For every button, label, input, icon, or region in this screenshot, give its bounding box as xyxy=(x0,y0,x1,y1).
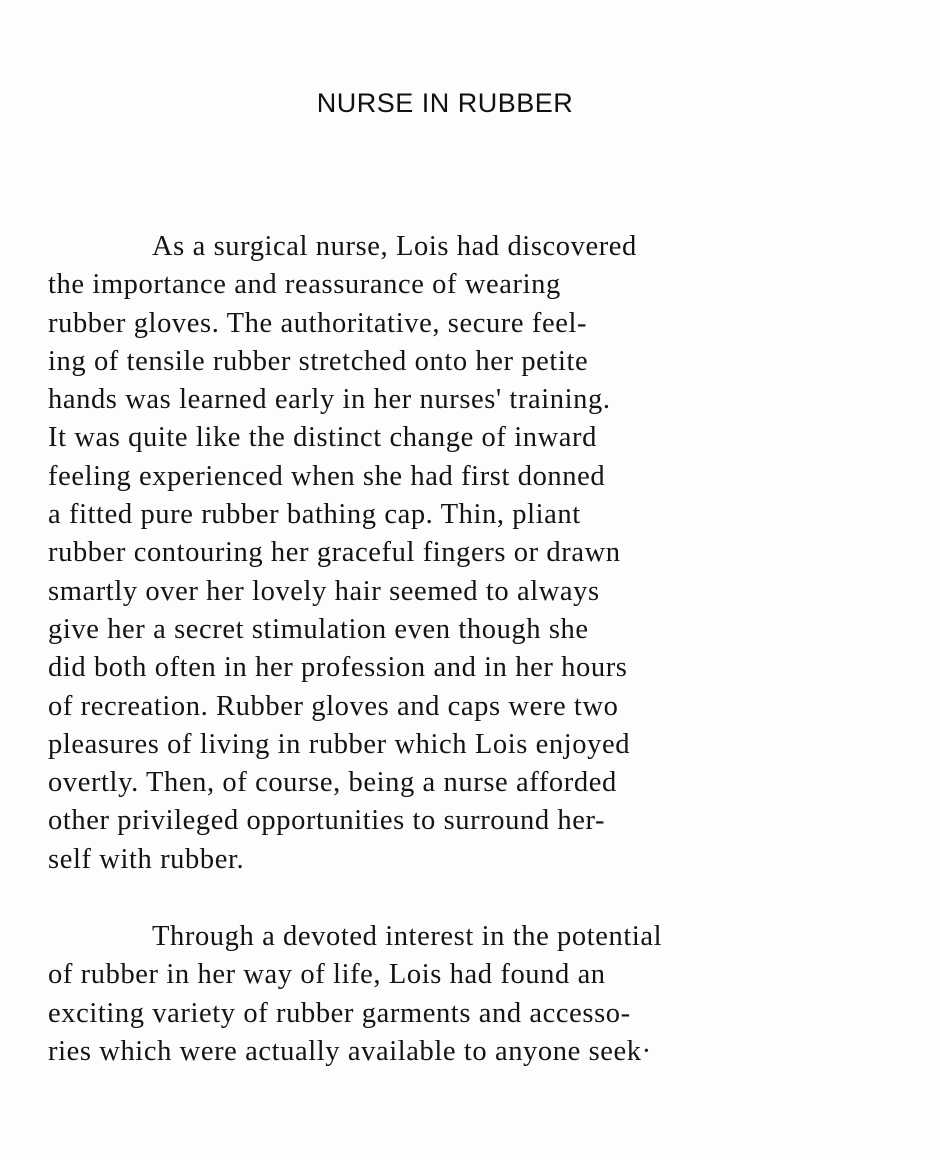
text-line: a fitted pure rubber bathing cap. Thin, pliant xyxy=(48,499,581,531)
text-line: overtly. Then, of course, being a nurse afforded xyxy=(48,767,617,799)
text-line: rubber contouring her graceful fingers or drawn xyxy=(48,537,621,569)
text-line: smartly over her lovely hair seemed to always xyxy=(48,575,600,607)
text-line: rubber gloves. The authoritative, secure feel- xyxy=(48,307,588,339)
text-line: It was quite like the distinct change of inward xyxy=(48,422,597,454)
text-line: of recreation. Rubber gloves and caps were two xyxy=(48,690,619,722)
text-line: pleasures of living in rubber which Lois enjoyed xyxy=(48,728,631,760)
text-line: the importance and reassurance of wearing xyxy=(48,269,561,301)
text-line: As a surgical nurse, Lois had discovered xyxy=(152,231,637,262)
text-line: ries which were actually available to anyone seek· xyxy=(48,1035,652,1067)
text-line: feeling experienced when she had first donned xyxy=(48,460,606,492)
text-line: give her a secret stimulation even though she xyxy=(48,613,589,645)
text-line: hands was learned early in her nurses' training. xyxy=(48,384,611,416)
text-line: other privileged opportunities to surround her- xyxy=(48,805,606,837)
paragraph-1 xyxy=(48,228,908,879)
text-line: did both often in her profession and in her hours xyxy=(48,652,628,684)
document-title: NURSE IN RUBBER xyxy=(316,88,574,118)
paragraph-2 xyxy=(48,918,908,1071)
text-line: exciting variety of rubber garments and accesso- xyxy=(48,997,631,1029)
text-line: of rubber in her way of life, Lois had found an xyxy=(48,959,606,991)
text-line: Through a devoted interest in the potential xyxy=(152,921,663,952)
text-line: ing of tensile rubber stretched onto her petite xyxy=(48,345,589,377)
text-line: self with rubber. xyxy=(48,843,245,875)
